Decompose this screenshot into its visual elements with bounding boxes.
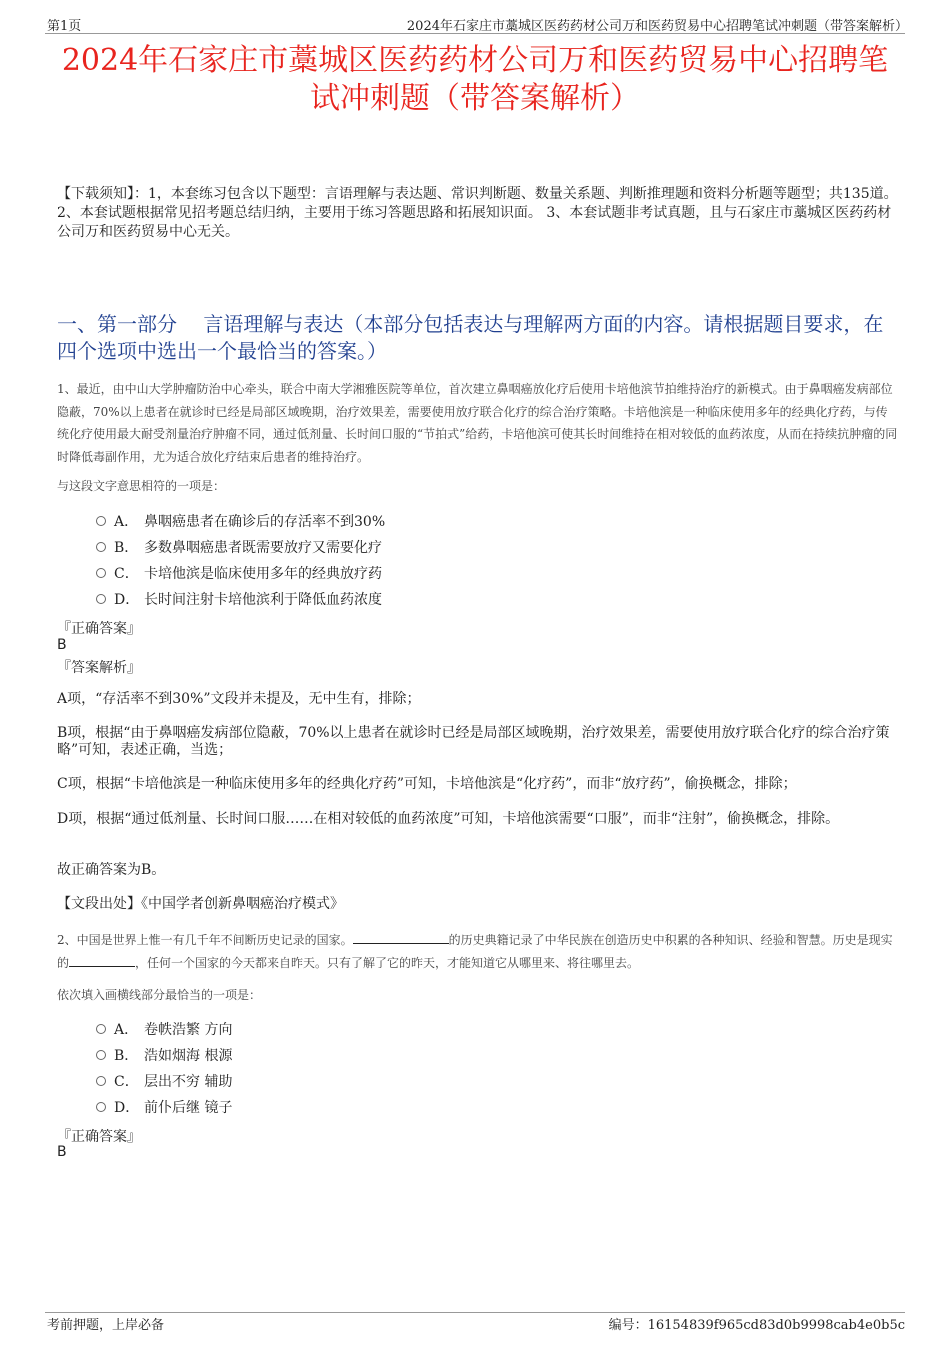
option-text: 卡培他滨是临床使用多年的经典放疗药 [144,566,382,582]
q2-option-c[interactable] [96,1070,232,1092]
document-title [45,42,905,118]
q1-option-c[interactable] [96,562,382,584]
q2-text-part-2: 的历史典籍记录了中华民族在创造历史中积累的各种知识、经验和智慧。历史是现实的 [57,933,893,970]
option-text: 前仆后继 镜子 [144,1100,233,1116]
header-doc-title: 2024年石家庄市藁城区医药药材公司万和医药贸易中心招聘笔试冲刺题（带答案解析） [406,19,908,34]
q2-option-b[interactable] [96,1044,232,1066]
radio-icon[interactable] [96,516,106,526]
q1-analysis-a: A项，“存活率不到30%”文段并未提及，无中生有，排除； [57,691,421,707]
q2-text-part-1: 2、中国是世界上惟一有几千年不间断历史记录的国家。 [57,933,353,947]
q2-text-part-3: ，任何一个国家的今天都来自昨天。只有了解了它的昨天，才能知道它从哪里来、将往哪里去。 [135,955,640,970]
page-number: 第1页 [47,19,82,34]
question-1-prompt: 与这段文字意思相符的一项是： [57,479,226,493]
title-line-1: 2024年石家庄市藁城区医药药材公司万和医药贸易中心招聘笔 [61,43,889,78]
q1-answer-label: 『正确答案』 [57,621,141,637]
option-letter: A． [114,514,139,530]
radio-icon[interactable] [96,568,106,578]
fill-blank-1 [353,931,449,944]
option-letter: B． [114,540,139,556]
q1-conclusion: 故正确答案为B。 [57,862,166,878]
q1-option-d[interactable] [96,588,382,610]
option-letter: B． [114,1048,139,1064]
question-2-text [57,929,898,974]
radio-icon[interactable] [96,542,106,552]
q1-analysis-d: D项，根据“通过低剂量、长时间口服……在相对较低的血药浓度”可知，卡培他滨需要“口服”，而非“注射”，偷换概念，排除。 [57,811,840,827]
option-text: 卷帙浩繁 方向 [144,1022,233,1038]
q2-option-d[interactable] [96,1096,232,1118]
option-letter: A． [114,1022,139,1038]
option-text: 浩如烟海 根源 [144,1048,233,1064]
q2-answer-label: 『正确答案』 [57,1129,141,1145]
section-heading: 一、第一部分 言语理解与表达（本部分包括表达与理解两方面的内容。请根据题目要求，在四个选项中选出一个最恰当的答案。） [57,312,884,363]
option-text: 鼻咽癌患者在确诊后的存活率不到30% [144,514,386,530]
q1-source: 【文段出处】《中国学者创新鼻咽癌治疗模式》 [57,896,344,912]
q2-answer: B [57,1144,67,1160]
option-letter: C． [114,1074,139,1090]
footer-slogan: 考前押题，上岸必备 [47,1318,165,1333]
fill-blank-2 [69,954,135,967]
q2-option-a[interactable] [96,1018,232,1040]
footer-serial: 编号：16154839f965cd83d0b9998cab4e0b5c [608,1318,905,1333]
option-letter: D． [114,592,140,608]
footer-divider [45,1312,905,1313]
q1-option-b[interactable] [96,536,382,558]
radio-icon[interactable] [96,1102,106,1112]
question-1-text: 1、最近，由中山大学肿瘤防治中心牵头，联合中南大学湘雅医院等单位，首次建立鼻咽癌放化疗后使用卡培他滨节拍维持治疗的新模式。由于鼻咽癌发病部位隐蔽，70%以上患者在就诊时已经是局部区域晚期，治疗效果差，需要使用放疗联合化疗的综合治疗策略。卡培他滨是一种临床使用多年的经典化疗药，与传统化疗使用最大耐受剂量治疗肿瘤不同，通过低剂量、长时间口服的“节拍式”给药，卡培他滨可使其长时间维持在相对较低的血药浓度，从而在持续抗肿瘤的同时降低毒副作用，尤为适合放化疗结束后患者的维持治疗。 [57,382,898,464]
question-2-prompt: 依次填入画横线部分最恰当的一项是： [57,988,262,1002]
q1-analysis-label: 『答案解析』 [57,660,141,676]
option-letter: C． [114,566,139,582]
option-text: 层出不穷 辅助 [144,1074,233,1090]
radio-icon[interactable] [96,594,106,604]
header-divider [45,33,905,34]
radio-icon[interactable] [96,1024,106,1034]
radio-icon[interactable] [96,1050,106,1060]
radio-icon[interactable] [96,1076,106,1086]
title-line-2: 试冲刺题（带答案解析） [310,81,640,116]
q1-analysis-c: C项，根据“卡培他滨是一种临床使用多年的经典化疗药”可知，卡培他滨是“化疗药”，而非“放疗药”，偷换概念，排除； [57,776,797,792]
option-text: 长时间注射卡培他滨利于降低血药浓度 [144,592,382,608]
option-letter: D． [114,1100,140,1116]
q1-analysis-b: B项，根据“由于鼻咽癌发病部位隐蔽，70%以上患者在就诊时已经是局部区域晚期，治疗效果差，需要使用放疗联合化疗的综合治疗策略”可知，表述正确，当选； [57,725,890,758]
download-notice: 【下载须知】：1，本套练习包含以下题型：言语理解与表达题、常识判断题、数量关系题、判断推理题和资料分析题等题型；共135道。 2、本套试题根据常见招考题总结归纳，主要用于练习答题思路和拓展知识面。 3、本套试题非考试真题，且与石家庄市藁城区医药药材公司万和医药贸易中心无关。 [57,186,898,240]
q1-answer: B [57,637,67,653]
option-text: 多数鼻咽癌患者既需要放疗又需要化疗 [144,540,382,556]
q1-option-a[interactable] [96,510,385,532]
